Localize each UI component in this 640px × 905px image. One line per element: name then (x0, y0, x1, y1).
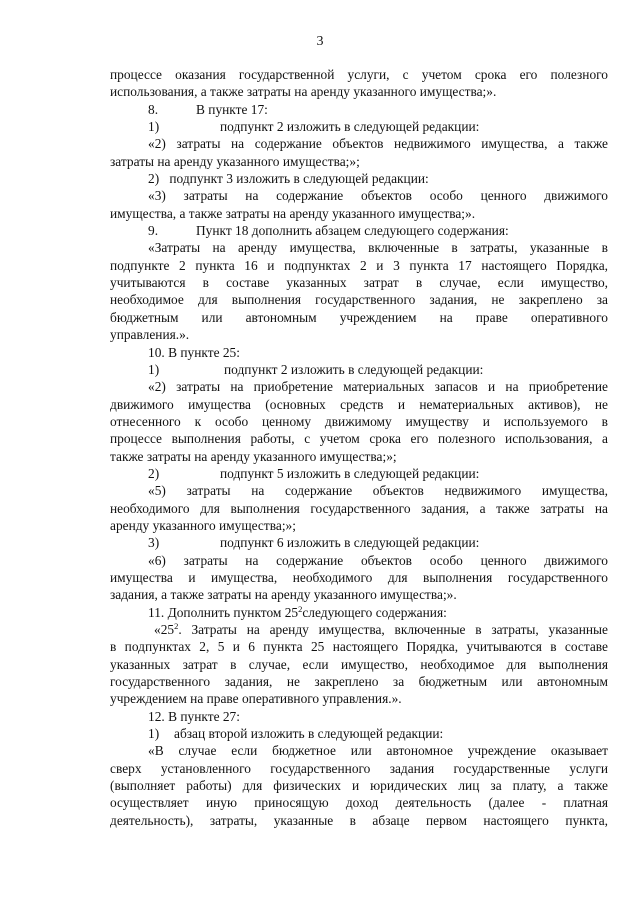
text-line: «В случае если бюджетное или автономное учреждение оказывает (148, 743, 608, 759)
item-number: 8. (148, 101, 159, 117)
text-line: управления.». (110, 327, 190, 343)
text-line: подпункт 5 изложить в следующей редакции: (220, 465, 480, 481)
list-item (110, 101, 608, 118)
text-line: «6) затраты на содержание объектов особо ценного движимого (148, 552, 608, 568)
text-segment: следующего содержания: (302, 604, 447, 620)
text-line: имущества, а также затраты на аренду указанного имущества;». (110, 205, 476, 221)
text-line: подпункт 6 изложить в следующей редакции: (220, 535, 480, 551)
text-line: 10. В пункте 25: (148, 344, 240, 360)
text-line: в подпунктах 2, 5 и 6 пункта 25 настоящего Порядка, учитываются в составе (110, 639, 608, 655)
text-line: «2) затраты на приобретение материальных запасов и на приобретение (148, 379, 608, 395)
item-number: 1) (148, 726, 160, 742)
text-line: государственного задания, не закреплено за бюджетным или автономным (110, 674, 608, 690)
text-line: «5) затраты на содержание объектов недвижимого имущества, (148, 483, 608, 499)
item-number: 3) (148, 535, 160, 551)
text-line: использования, а также затраты на аренду указанного имущества;». (110, 84, 497, 100)
list-item (110, 534, 608, 551)
text-segment: «25 (154, 622, 175, 637)
text-line: Пункт 18 дополнить абзацем следующего содержания: (196, 223, 509, 239)
text-line: «Затраты на аренду имущества, включенные в затраты, указанные в (148, 240, 608, 256)
text-line: бюджетным или автономным учреждением на праве оперативного (110, 309, 608, 325)
text-segment: 11. Дополнить пунктом 25 (148, 604, 299, 620)
text-line (110, 604, 608, 621)
text-line: подпункте 2 пункта 16 и подпунктах 2 и 3 пункта 17 настоящего Порядка, (110, 257, 608, 273)
text-line: 12. В пункте 27: (148, 708, 240, 724)
page-number: 3 (316, 34, 324, 49)
text-line: подпункт 3 изложить в следующей редакции: (169, 171, 429, 187)
document-body (110, 66, 608, 829)
list-item (110, 725, 608, 742)
text-line: задания, а также затраты на аренду указанного имущества;». (110, 587, 457, 603)
item-number: 1) (148, 119, 160, 135)
text-line: В пункте 17: (196, 101, 268, 117)
text-line: сверх установленного государственного задания государственные услуги (110, 760, 608, 776)
list-item (110, 222, 608, 239)
text-segment: . Затраты на аренду имущества, включенные в затраты, указанные (178, 622, 608, 637)
text-line: необходимого для выполнения государственного задания, а также затраты на (110, 500, 608, 516)
list-item (110, 170, 608, 187)
item-number: 9. (148, 223, 159, 239)
list-item (110, 465, 608, 482)
text-line: (выполняет работы) для физических и юридических лиц за плату, а также (110, 778, 608, 794)
item-number: 2) (148, 171, 160, 187)
item-number: 1) (148, 361, 160, 377)
text-line: деятельность), затраты, указанные в абзаце первом настоящего пункта, (110, 812, 608, 828)
text-line: указанных затрат в случае, если имущество, необходимое для выполнения (110, 656, 608, 672)
text-line: также затраты на аренду указанного имущества;»; (110, 448, 397, 464)
item-number: 2) (148, 465, 160, 481)
text-line: затраты на аренду указанного имущества;»; (110, 153, 360, 169)
superscript: 2 (298, 603, 303, 614)
text-line: имущества и имущества, необходимого для выполнения государственного (110, 569, 608, 585)
text-line: отнесенного к особо ценному движимому имуществу и используемого в (110, 413, 608, 429)
text-line: учреждением на праве оперативного управления.». (110, 691, 402, 707)
text-line: подпункт 2 изложить в следующей редакции: (220, 119, 480, 135)
text-line: абзац второй изложить в следующей редакции: (174, 726, 444, 742)
list-item (110, 118, 608, 135)
list-item (110, 361, 608, 378)
text-line: осуществляет иную приносящую доход деятельность (далее - платная (110, 795, 608, 811)
text-line: процессе выполнения работы, с учетом срока его полезного использования, а (110, 431, 608, 447)
text-line: учитываются в составе указанных затрат в случае, если имущество, (110, 275, 608, 291)
text-line (110, 621, 608, 638)
superscript: 2 (174, 621, 179, 631)
text-line: аренду указанного имущества;»; (110, 517, 296, 533)
text-line: подпункт 2 изложить в следующей редакции: (224, 361, 484, 377)
text-line: движимого имущества (основных средств и нематериальных активов), не (110, 396, 608, 412)
text-line: необходимое для выполнения государственного задания, не закреплено за (110, 292, 608, 308)
text-line: «3) затраты на содержание объектов особо ценного движимого (148, 188, 608, 204)
text-line: «2) затраты на содержание объектов недвижимого имущества, а также (148, 136, 608, 152)
text-line: процессе оказания государственной услуги, с учетом срока его полезного (110, 67, 608, 82)
